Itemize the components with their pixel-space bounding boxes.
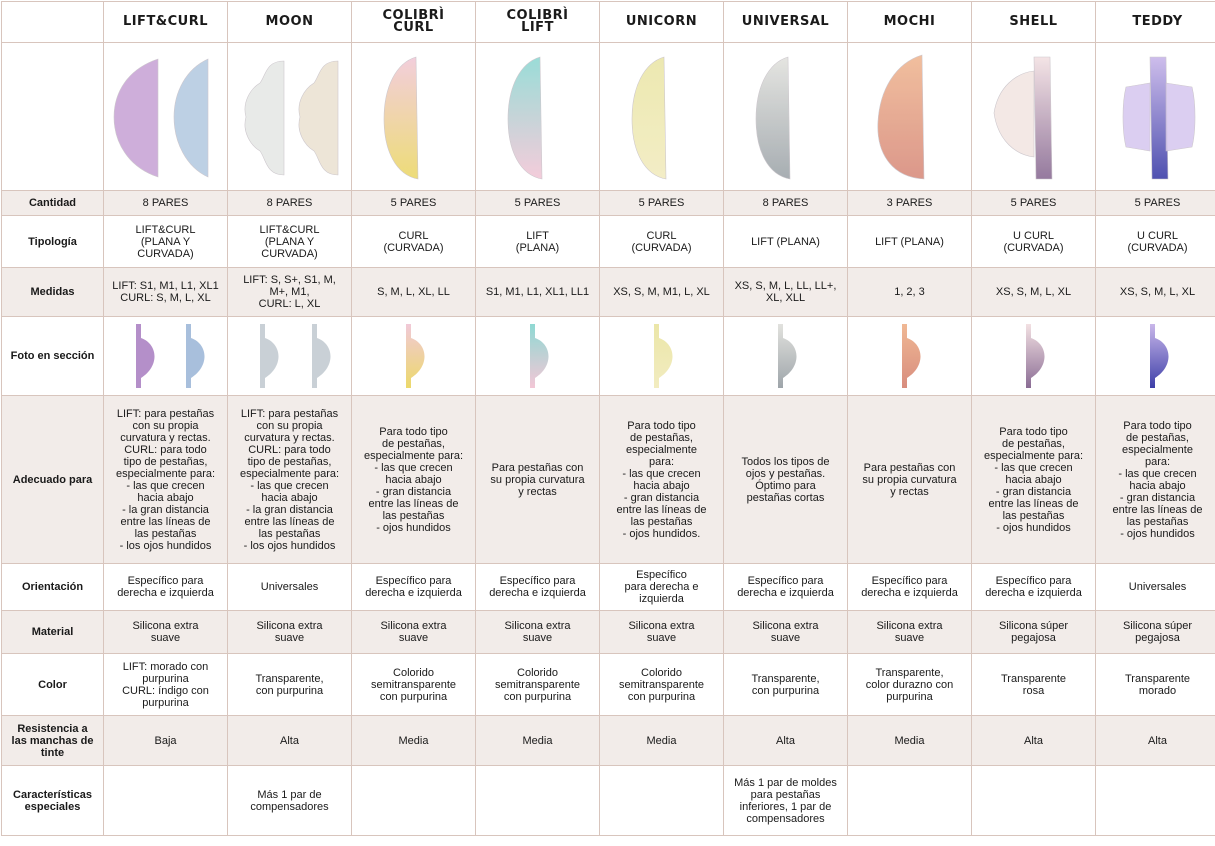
cell-foto <box>1096 317 1215 396</box>
cell-cantidad: 5 PARES <box>972 191 1096 216</box>
cell-medidas: XS, S, M, L, XL <box>1096 268 1215 317</box>
cell-tipologia: U CURL (CURVADA) <box>1096 216 1215 268</box>
cell-color: Transparente, con purpurina <box>724 654 848 716</box>
section-colibri-curl <box>356 320 472 392</box>
section-moon <box>232 320 348 392</box>
row-especiales <box>2 766 1215 836</box>
column-title: COLIBRÌ <box>507 8 569 23</box>
cell-especiales <box>104 766 228 836</box>
row-label-orientacion: Orientación <box>2 564 104 611</box>
row-medidas <box>2 268 1215 317</box>
cell-tipologia: LIFT (PLANA) <box>848 216 972 268</box>
cell-adecuado: Para todo tipo de pestañas, especialmente para: - las que crecen hacia abajo - gran distancia entre las líneas de las pestañas - ojos hundidos <box>1096 396 1215 564</box>
cell-color: LIFT: morado con purpurina CURL: índigo con purpurina <box>104 654 228 716</box>
cell-material: Silicona extra suave <box>352 611 476 654</box>
cell-foto <box>104 317 228 396</box>
cell-cantidad: 5 PARES <box>352 191 476 216</box>
cell-photo <box>600 43 724 191</box>
row-label-foto: Foto en sección <box>2 317 104 396</box>
cell-tipologia: LIFT (PLANA) <box>724 216 848 268</box>
lash-pad-teddy-ears-left <box>1123 83 1150 151</box>
row-material <box>2 611 1215 654</box>
lash-pad-shell-bar <box>1034 57 1052 179</box>
section-lift-curl-left <box>136 324 155 388</box>
lash-pad-moon-left <box>244 61 283 175</box>
cell-cantidad: 3 PARES <box>848 191 972 216</box>
cell-orientacion: Específico para derecha e izquierda <box>972 564 1096 611</box>
column-title: COLIBRÌ <box>383 8 445 23</box>
section-lift-curl-right <box>186 324 205 388</box>
section-unicorn <box>604 320 720 392</box>
cell-especiales: Más 1 par de compensadores <box>228 766 352 836</box>
cell-adecuado: LIFT: para pestañas con su propia curvatura y rectas. CURL: para todo tipo de pestañas, especialmente para: - las que crecen hacia abajo - la gran distancia entre las líneas de las pestañas - los ojos hundidos <box>104 396 228 564</box>
section-moon-right <box>312 324 331 388</box>
cell-photo <box>1096 43 1215 191</box>
cell-photo <box>352 43 476 191</box>
cell-cantidad: 8 PARES <box>228 191 352 216</box>
cell-material: Silicona súper pegajosa <box>972 611 1096 654</box>
cell-medidas: 1, 2, 3 <box>848 268 972 317</box>
row-label-especiales: Características especiales <box>2 766 104 836</box>
cell-foto <box>848 317 972 396</box>
lash-pad-colibri-lift <box>508 57 542 179</box>
cell-foto <box>352 317 476 396</box>
cell-adecuado: Para todo tipo de pestañas, especialmente para: - las que crecen hacia abajo - gran distancia entre las líneas de las pestañas - ojos hundidos <box>352 396 476 564</box>
column-header-colibr--lift <box>476 2 600 43</box>
column-header-teddy <box>1096 2 1215 43</box>
lash-pad-teddy <box>1100 47 1215 187</box>
section-shell <box>976 320 1092 392</box>
column-header-moon <box>228 2 352 43</box>
lash-pad-unicorn <box>604 47 720 187</box>
cell-color: Transparente rosa <box>972 654 1096 716</box>
column-header-mochi <box>848 2 972 43</box>
lash-pad-mochi <box>877 55 923 179</box>
cell-especiales <box>1096 766 1215 836</box>
section-universal <box>778 324 797 388</box>
cell-resistencia: Media <box>600 716 724 766</box>
cell-tipologia: CURL (CURVADA) <box>352 216 476 268</box>
lash-pad-teddy-bar <box>1150 57 1168 179</box>
cell-cantidad: 8 PARES <box>104 191 228 216</box>
cell-orientacion: Universales <box>1096 564 1215 611</box>
lash-pad-colibri-curl <box>384 57 418 179</box>
column-title: MOCHI <box>884 14 936 29</box>
cell-resistencia: Media <box>848 716 972 766</box>
cell-photo <box>972 43 1096 191</box>
cell-orientacion: Universales <box>228 564 352 611</box>
lash-pad-moon-right <box>298 61 337 175</box>
cell-resistencia: Alta <box>724 716 848 766</box>
cell-especiales <box>352 766 476 836</box>
cell-material: Silicona extra suave <box>724 611 848 654</box>
cell-resistencia: Media <box>352 716 476 766</box>
cell-cantidad: 5 PARES <box>1096 191 1215 216</box>
lash-pad-lift-curl-right <box>174 59 208 177</box>
column-header-shell <box>972 2 1096 43</box>
section-colibri-lift <box>530 324 549 388</box>
section-universal <box>728 320 844 392</box>
row-label-material: Material <box>2 611 104 654</box>
lash-pad-colibri-lift <box>480 47 596 187</box>
cell-tipologia: LIFT&CURL (PLANA Y CURVADA) <box>104 216 228 268</box>
row-adecuado <box>2 396 1215 564</box>
column-title: SHELL <box>1009 14 1057 29</box>
cell-color: Transparente morado <box>1096 654 1215 716</box>
cell-photo <box>228 43 352 191</box>
cell-medidas: XS, S, M, L, XL <box>972 268 1096 317</box>
cell-tipologia: U CURL (CURVADA) <box>972 216 1096 268</box>
cell-foto <box>476 317 600 396</box>
lash-pad-lift-curl <box>108 47 224 187</box>
row-foto <box>2 317 1215 396</box>
cell-medidas: S, M, L, XL, LL <box>352 268 476 317</box>
cell-foto <box>228 317 352 396</box>
header-row <box>2 2 1215 43</box>
cell-especiales <box>972 766 1096 836</box>
column-header-unicorn <box>600 2 724 43</box>
column-subtitle: LIFT <box>521 20 554 35</box>
cell-medidas: XS, S, M, L, LL, LL+, XL, XLL <box>724 268 848 317</box>
column-header-lift-curl <box>104 2 228 43</box>
section-mochi <box>852 320 968 392</box>
lash-pad-universal <box>728 47 844 187</box>
cell-resistencia: Alta <box>972 716 1096 766</box>
cell-adecuado: LIFT: para pestañas con su propia curvatura y rectas. CURL: para todo tipo de pestañas, especialmente para: - las que crecen hacia abajo - la gran distancia entre las líneas de las pestañas - los ojos hundidos <box>228 396 352 564</box>
section-colibri-curl <box>406 324 425 388</box>
cell-orientacion: Específico para derecha e izquierda <box>352 564 476 611</box>
row-label-empty <box>2 43 104 191</box>
lash-pad-teddy-ears-right <box>1166 83 1195 151</box>
cell-medidas: LIFT: S1, M1, L1, XL1 CURL: S, M, L, XL <box>104 268 228 317</box>
cell-material: Silicona extra suave <box>848 611 972 654</box>
cell-medidas: S1, M1, L1, XL1, LL1 <box>476 268 600 317</box>
cell-especiales: Más 1 par de moldes para pestañas inferiores, 1 par de compensadores <box>724 766 848 836</box>
lash-pad-unicorn <box>632 57 666 179</box>
column-title: UNICORN <box>626 14 697 29</box>
cell-orientacion: Específico para derecha e izquierda <box>848 564 972 611</box>
cell-color: Colorido semitransparente con purpurina <box>476 654 600 716</box>
column-subtitle: CURL <box>393 20 433 35</box>
row-orientacion <box>2 564 1215 611</box>
cell-adecuado: Para todo tipo de pestañas, especialmente para: - las que crecen hacia abajo - gran distancia entre las líneas de las pestañas - ojos hundidos <box>972 396 1096 564</box>
cell-photo <box>104 43 228 191</box>
cell-resistencia: Baja <box>104 716 228 766</box>
row-photo <box>2 43 1215 191</box>
row-cantidad <box>2 191 1215 216</box>
cell-orientacion: Específico para derecha e izquierda <box>104 564 228 611</box>
lash-pad-moon <box>232 47 348 187</box>
cell-especiales <box>848 766 972 836</box>
cell-foto <box>972 317 1096 396</box>
row-resistencia <box>2 716 1215 766</box>
cell-tipologia: CURL (CURVADA) <box>600 216 724 268</box>
cell-material: Silicona extra suave <box>476 611 600 654</box>
cell-resistencia: Media <box>476 716 600 766</box>
lash-pad-colibri-curl <box>356 47 472 187</box>
cell-tipologia: LIFT&CURL (PLANA Y CURVADA) <box>228 216 352 268</box>
row-label-adecuado: Adecuado para <box>2 396 104 564</box>
cell-material: Silicona extra suave <box>600 611 724 654</box>
section-colibri-lift <box>480 320 596 392</box>
cell-adecuado: Para pestañas con su propia curvatura y rectas <box>476 396 600 564</box>
cell-medidas: XS, S, M, M1, L, XL <box>600 268 724 317</box>
cell-photo <box>724 43 848 191</box>
cell-adecuado: Todos los tipos de ojos y pestañas. Óptimo para pestañas cortas <box>724 396 848 564</box>
column-title: MOON <box>266 14 314 29</box>
corner-cell <box>2 2 104 43</box>
cell-photo <box>848 43 972 191</box>
cell-medidas: LIFT: S, S+, S1, M, M+, M1, CURL: L, XL <box>228 268 352 317</box>
lash-pad-mochi <box>852 47 968 187</box>
cell-adecuado: Para pestañas con su propia curvatura y rectas <box>848 396 972 564</box>
section-mochi <box>902 324 921 388</box>
column-title: TEDDY <box>1132 14 1182 29</box>
row-tipologia <box>2 216 1215 268</box>
row-label-medidas: Medidas <box>2 268 104 317</box>
section-lift-curl <box>108 320 224 392</box>
table-body <box>2 43 1215 836</box>
cell-orientacion: Específico para derecha e izquierda <box>476 564 600 611</box>
row-label-resistencia: Resistencia a las manchas de tinte <box>2 716 104 766</box>
row-label-cantidad: Cantidad <box>2 191 104 216</box>
column-header-universal <box>724 2 848 43</box>
cell-especiales <box>476 766 600 836</box>
cell-orientacion: Específico para derecha e izquierda <box>600 564 724 611</box>
cell-photo <box>476 43 600 191</box>
section-unicorn <box>654 324 673 388</box>
cell-especiales <box>600 766 724 836</box>
cell-orientacion: Específico para derecha e izquierda <box>724 564 848 611</box>
section-teddy <box>1100 320 1215 392</box>
row-label-tipologia: Tipología <box>2 216 104 268</box>
section-shell <box>1026 324 1045 388</box>
lash-pad-shell <box>976 47 1092 187</box>
column-title: UNIVERSAL <box>742 14 829 29</box>
cell-color: Transparente, con purpurina <box>228 654 352 716</box>
cell-material: Silicona extra suave <box>228 611 352 654</box>
cell-tipologia: LIFT (PLANA) <box>476 216 600 268</box>
row-color <box>2 654 1215 716</box>
cell-resistencia: Alta <box>228 716 352 766</box>
column-header-colibr--curl <box>352 2 476 43</box>
cell-material: Silicona súper pegajosa <box>1096 611 1215 654</box>
cell-cantidad: 5 PARES <box>476 191 600 216</box>
cell-adecuado: Para todo tipo de pestañas, especialmente para: - las que crecen hacia abajo - gran distancia entre las líneas de las pestañas - ojos hundidos. <box>600 396 724 564</box>
cell-material: Silicona extra suave <box>104 611 228 654</box>
lash-pad-shell-fan <box>994 71 1034 157</box>
cell-cantidad: 5 PARES <box>600 191 724 216</box>
lash-pad-lift-curl-left <box>114 59 158 177</box>
section-teddy <box>1150 324 1169 388</box>
cell-resistencia: Alta <box>1096 716 1215 766</box>
cell-color: Colorido semitransparente con purpurina <box>352 654 476 716</box>
cell-cantidad: 8 PARES <box>724 191 848 216</box>
cell-color: Colorido semitransparente con purpurina <box>600 654 724 716</box>
comparison-table <box>1 1 1215 836</box>
cell-foto <box>724 317 848 396</box>
row-label-color: Color <box>2 654 104 716</box>
section-moon-left <box>260 324 279 388</box>
column-title: LIFT&CURL <box>123 14 208 29</box>
cell-foto <box>600 317 724 396</box>
lash-pad-universal <box>756 57 790 179</box>
cell-color: Transparente, color durazno con purpurina <box>848 654 972 716</box>
